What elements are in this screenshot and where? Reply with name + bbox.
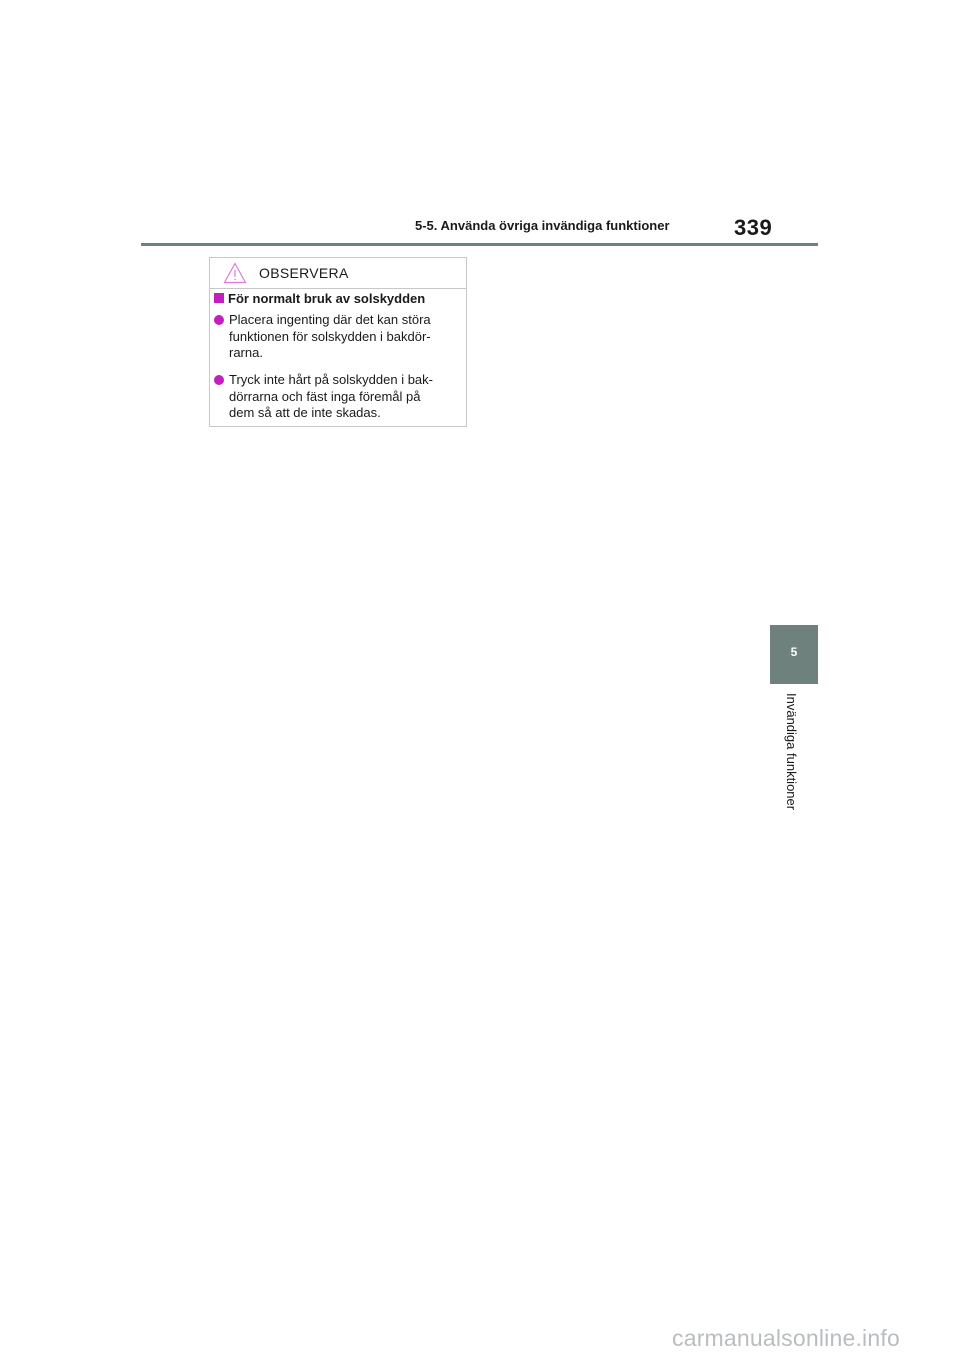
square-bullet-icon (214, 293, 224, 303)
list-item (214, 372, 464, 422)
notice-box (209, 257, 467, 427)
subheading-text: För normalt bruk av solskydden (228, 291, 426, 306)
circle-bullet-icon (214, 315, 224, 325)
warning-triangle-icon (223, 262, 247, 284)
notice-title: OBSERVERA (259, 265, 349, 281)
page-number: 339 (734, 215, 773, 240)
header-rule (141, 243, 818, 246)
circle-bullet-icon (214, 375, 224, 385)
notice-subheading (214, 291, 425, 306)
chapter-number: 5 (790, 645, 798, 659)
notice-header (210, 258, 466, 289)
section-title: 5-5. Använda övriga invändiga funktioner (415, 218, 670, 233)
list-item (214, 312, 464, 362)
list-item-text: Placera ingenting där det kan störa funktionen för solskydden i bakdör- rarna. (229, 312, 431, 360)
chapter-tab (770, 625, 818, 684)
list-item-text: Tryck inte hårt på solskydden i bak- dörrarna och fäst inga föremål på dem så att de inte skadas. (229, 372, 433, 420)
chapter-label: Invändiga funktioner (784, 693, 799, 811)
watermark: carmanualsonline.info (672, 1325, 900, 1351)
